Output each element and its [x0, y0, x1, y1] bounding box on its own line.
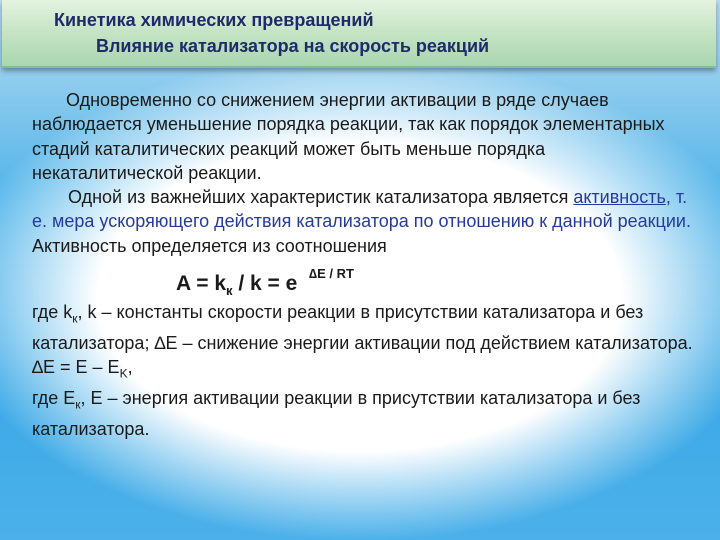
def2-text: , E – энергия активации реакции в присутствии катализатора и без катализатора.: [32, 388, 641, 440]
def1-subscript: к: [72, 311, 78, 326]
formula-lhs: A = k: [176, 272, 226, 296]
def2-lead: где E: [32, 388, 76, 409]
formula-middle: / k = e: [232, 272, 304, 296]
formula-exponent: ∆E / RT: [309, 266, 354, 282]
slide-subtitle: Влияние катализатора на скорость реакций: [96, 36, 490, 56]
activity-definition: , т. е. мера ускоряющего действия катализатора по отношению к данной реакции.: [32, 187, 691, 232]
slide-header: [2, 0, 716, 68]
def2-subscript: к: [75, 397, 81, 412]
slide-title: Кинетика химических превращений: [54, 10, 374, 30]
activity-tail: Активность определяется из соотношения: [32, 235, 387, 256]
paragraph-activation-order: Одновременно со снижением энергии активации в ряде случаев наблюдается уменьшение порядка реакции, так как порядок элементарных стадий каталитических реакций может быть меньше порядка некаталитической реакции.: [32, 90, 665, 183]
equation-delta-e: [32, 355, 694, 386]
def1-lead: где k: [32, 302, 73, 323]
definition-activation-energies: [32, 386, 694, 441]
eq2-lead: ∆E = E – E: [32, 357, 120, 378]
eq2-subscript: K: [119, 366, 128, 381]
definition-rate-constants: [32, 300, 694, 355]
formula-lhs-subscript: к: [226, 283, 233, 299]
activity-lead: Одной из важнейших характеристик катализатора является: [68, 187, 574, 208]
activity-term: активность: [573, 187, 666, 208]
def1-text: , k – константы скорости реакции в присутствии катализатора и без катализатора; ∆E – снижение энергии активации под действием катализатора.: [32, 302, 693, 353]
paragraph-activity: [32, 185, 694, 258]
slide-content: [32, 88, 694, 441]
eq2-tail: ,: [127, 357, 133, 378]
activity-formula: [32, 258, 694, 300]
